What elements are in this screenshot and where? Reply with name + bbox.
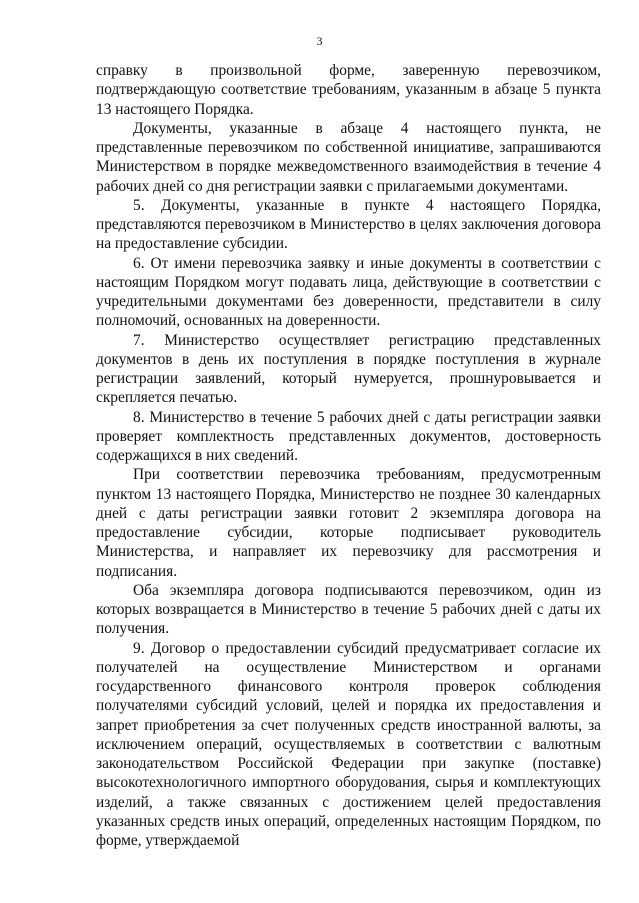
page-number: 3 xyxy=(316,34,323,48)
paragraph-item-6: 6. От имени перевозчика заявку и иные документы в соответствии с настоящим Порядком могут подавать лица, действующие в соответствии с учредительными документами без доверенности, представители в силу полномочий, основанных на доверенности. xyxy=(96,254,601,330)
paragraph-item-9: 9. Договор о предоставлении субсидий предусматривает согласие их получателей на осуществление Министерством и органами государственного финансового контроля проверок соблюдения получателями субсидий условий, целей и порядка их предоставления и запрет приобретения за счет полученных средств иностранной валюты, за исключением операций, осуществляемых в соответствии с валютным законодательством Российской Федерации при закупке (поставке) высокотехнологичного импортного оборудования, сырья и комплектующих изделий, а также связанных с достижением целей предоставления указанных средств иных операций, определенных настоящим Порядком, по форме, утверждаемой xyxy=(96,639,601,849)
paragraph-item-8: 8. Министерство в течение 5 рабочих дней с даты регистрации заявки проверяет комплектность представленных документов, достоверность содержащихся в них сведений. xyxy=(96,408,601,464)
paragraph-contract-signing: Оба экземпляра договора подписываются перевозчиком, один из которых возвращается в Министерство в течение 5 рабочих дней с даты их получения. xyxy=(96,581,601,638)
paragraph-contract-preparation: При соответствии перевозчика требованиям, предусмотренным пунктом 13 настоящего Порядка, Министерство не позднее 30 календарных дней с даты регистрации заявки готовит 2 экземпляра договора на предоставление субсидии, которые подписывает руководитель Министерства, и направляет их перевозчику для рассмотрения и подписания. xyxy=(96,466,601,580)
paragraph-item-5: 5. Документы, указанные в пункте 4 настоящего Порядка, представляются перевозчиком в Министерство в целях заключения договора на предоставление субсидии. xyxy=(96,196,601,253)
document-body xyxy=(96,61,601,850)
paragraph-item-7: 7. Министерство осуществляет регистрацию представленных документов в день их поступления в порядке поступления в журнале регистрации заявлений, который нумеруется, прошнуровывается и скрепляется печатью. xyxy=(96,331,601,407)
paragraph-documents-interagency-request: Документы, указанные в абзаце 4 настоящего пункта, не представленные перевозчиком по собственной инициативе, запрашиваются Министерством в порядке межведомственного взаимодействия в течение 4 рабочих дней со дня регистрации заявки с прилагаемыми документами. xyxy=(96,119,601,195)
paragraph-certificate-continuation: справку в произвольной форме, заверенную перевозчиком, подтверждающую соответствие требованиям, указанным в абзаце 5 пункта 13 настоящего Порядка. xyxy=(96,62,601,118)
